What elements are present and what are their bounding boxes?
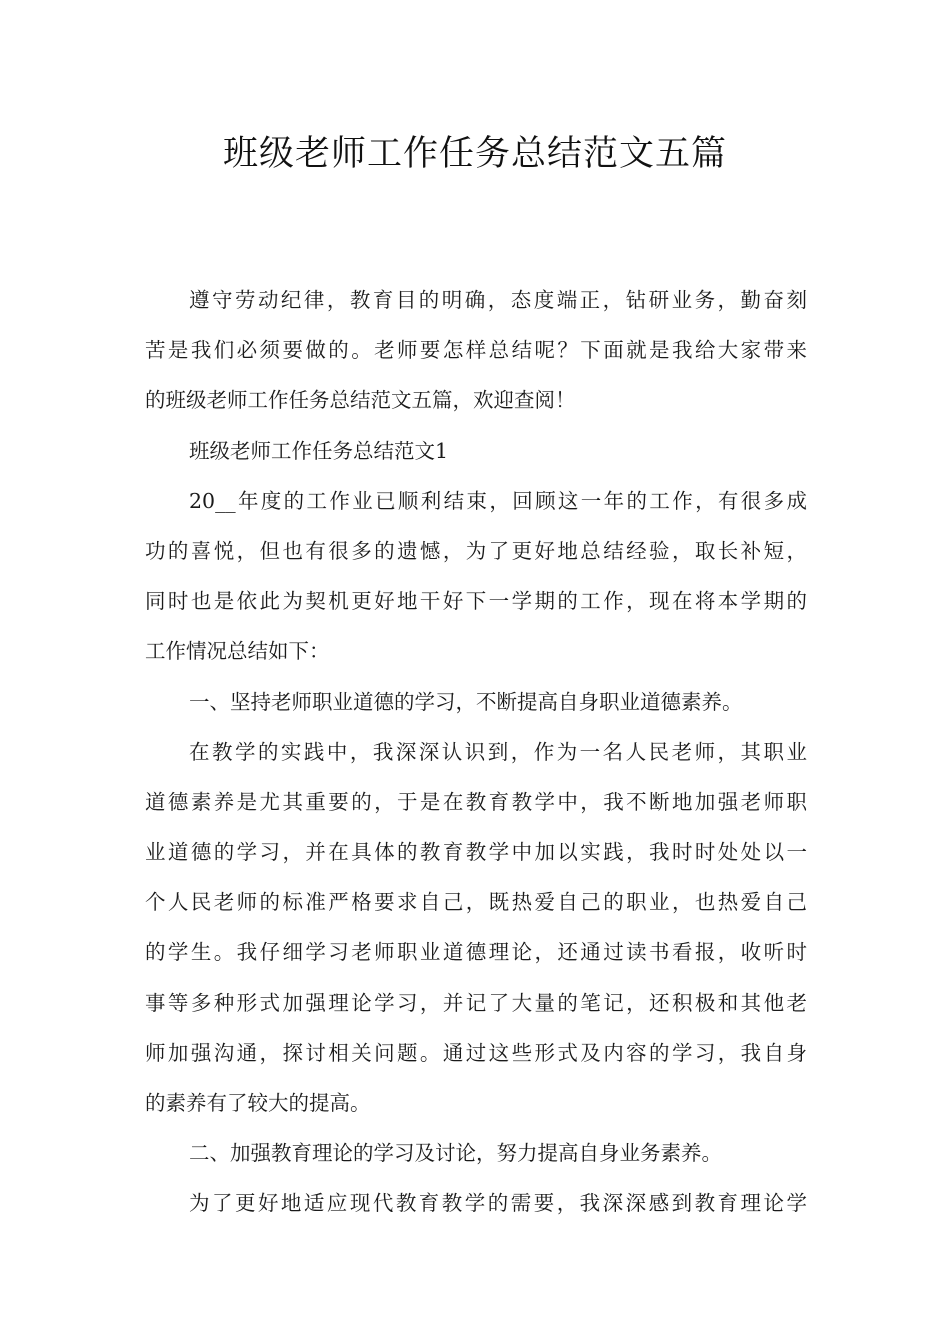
text-line: 一、坚持老师职业道德的学习，不断提高自身职业道德素养。 bbox=[189, 689, 743, 714]
text-line: 的素养有了较大的提高。 bbox=[145, 1091, 371, 1115]
text-line: 的学生。我仔细学习老师职业道德理论，还通过读书看报，收听时 bbox=[145, 940, 807, 965]
document-body bbox=[145, 281, 807, 1235]
text-line: 师加强沟通，探讨相关问题。通过这些形式及内容的学习，我自身 bbox=[145, 1040, 807, 1065]
text-line: 个人民老师的标准严格要求自己，既热爱自己的职业，也热爱自己 bbox=[145, 890, 807, 915]
text-line: 业道德的学习，并在具体的教育教学中加以实践，我时时处处以一 bbox=[145, 840, 807, 865]
text-line: 事等多种形式加强理论学习，并记了大量的笔记，还积极和其他老 bbox=[145, 990, 807, 1015]
text-line: 20__年度的工作业已顺利结束，回顾这一年的工作，有很多成 bbox=[189, 488, 807, 513]
text-line: 在教学的实践中，我深深认识到，作为一名人民老师，其职业 bbox=[189, 739, 807, 764]
text-line: 功的喜悦，但也有很多的遗憾，为了更好地总结经验，取长补短， bbox=[145, 538, 807, 563]
text-line: 的班级老师工作任务总结范文五篇，欢迎查阅！ bbox=[145, 388, 576, 413]
text-line: 道德素养是尤其重要的，于是在教育教学中，我不断地加强老师职 bbox=[145, 789, 807, 814]
text-line: 苦是我们必须要做的。老师要怎样总结呢？下面就是我给大家带来 bbox=[145, 338, 807, 363]
text-line: 二、加强教育理论的学习及讨论，努力提高自身业务素养。 bbox=[189, 1141, 722, 1166]
text-line: 遵守劳动纪律，教育目的明确，态度端正，钻研业务，勤奋刻 bbox=[189, 288, 807, 312]
document-title: 班级老师工作任务总结范文五篇 bbox=[222, 134, 727, 174]
text-line: 为了更好地适应现代教育教学的需要，我深深感到教育理论学 bbox=[189, 1191, 807, 1216]
text-line: 同时也是依此为契机更好地干好下一学期的工作，现在将本学期的 bbox=[145, 589, 807, 614]
text-line: 工作情况总结如下： bbox=[145, 639, 330, 664]
text-line: 班级老师工作任务总结范文1 bbox=[189, 438, 449, 463]
